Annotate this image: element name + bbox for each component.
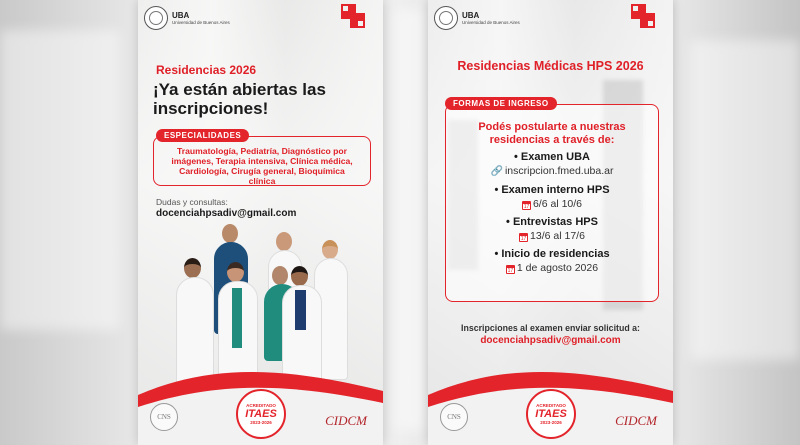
cidcm-logo: CIDCM [615, 413, 657, 428]
headline-line-1: ¡Ya están abiertas las [153, 80, 326, 99]
intro-line: Podés postularte a nuestras [478, 121, 626, 133]
uba-name: UBA [172, 10, 190, 20]
cidcm-logo: CIDCM [325, 413, 367, 428]
badge-itaes-text: ITAES [245, 408, 277, 420]
especialidades-line: Cardiología, Cirugía general, Bioquímica [179, 166, 345, 176]
right-poster [428, 0, 673, 445]
entrevistas-dates: 13/6 al 17/6 [530, 230, 585, 242]
cns-logo: CNS [150, 403, 178, 431]
formas-de-ingreso-box [445, 104, 659, 302]
contact-email[interactable]: docenciahpsadiv@gmail.com [156, 208, 297, 219]
inscripcion-url[interactable]: inscripcion.fmed.uba.ar [504, 165, 614, 177]
especialidades-list [154, 146, 370, 186]
hospital-cross-icon [341, 4, 365, 28]
left-poster [138, 0, 383, 445]
examen-interno-dates: 6/6 al 10/6 [532, 198, 583, 210]
inicio-residencias-date: 1 de agosto 2026 [516, 262, 599, 274]
inscripciones-instruction: Inscripciones al examen enviar solicitud a: [461, 323, 640, 333]
badge-top-text: ACREDITADO [536, 403, 566, 408]
especialidades-label: ESPECIALIDADES [156, 129, 249, 142]
uba-name: UBA [462, 10, 480, 20]
link-icon: 🔗 [490, 166, 503, 177]
item-entrevistas-value [446, 229, 658, 243]
uba-logo [144, 6, 230, 30]
badge-years-text: 2023-2026 [250, 420, 272, 425]
headline-line-2: inscripciones! [153, 99, 269, 118]
formas-content [446, 121, 658, 275]
hospital-cross-icon [631, 4, 655, 28]
residencias-medicas-title: Residencias Médicas HPS 2026 [457, 59, 644, 73]
itaes-accreditation-badge [526, 389, 576, 439]
intro-line: residencias a través de: [489, 134, 615, 146]
calendar-icon: 17 [519, 233, 528, 242]
uba-seal-icon [434, 6, 458, 30]
uba-subtitle: Universidad de Buenos Aires [462, 19, 520, 25]
item-inicio-residencias: • Inicio de residencias [494, 248, 610, 260]
item-examen-uba-value[interactable] [446, 164, 658, 179]
residencias-2026-subtitle: Residencias 2026 [156, 63, 257, 77]
badge-top-text: ACREDITADO [246, 403, 276, 408]
formas-de-ingreso-label: FORMAS DE INGRESO [445, 97, 557, 110]
calendar-icon: 17 [506, 265, 515, 274]
especialidades-line: clínica [248, 176, 276, 186]
uba-logo [434, 6, 520, 30]
contact-label: Dudas y consultas: [156, 197, 228, 207]
inscripciones-email[interactable]: docenciahpsadiv@gmail.com [480, 335, 621, 346]
especialidades-box [153, 136, 371, 186]
cns-logo: CNS [440, 403, 468, 431]
uba-seal-icon [144, 6, 168, 30]
badge-years-text: 2023-2026 [540, 420, 562, 425]
uba-subtitle: Universidad de Buenos Aires [172, 19, 230, 25]
item-examen-interno-value [446, 197, 658, 211]
itaes-accreditation-badge [236, 389, 286, 439]
item-entrevistas: • Entrevistas HPS [506, 216, 598, 228]
calendar-icon: 17 [522, 201, 531, 210]
especialidades-line: imágenes, Terapia intensiva, Clínica médica, [171, 156, 353, 166]
especialidades-line: Traumatología, Pediatría, Diagnóstico por [177, 146, 347, 156]
item-examen-interno: • Examen interno HPS [494, 184, 610, 196]
badge-itaes-text: ITAES [535, 408, 567, 420]
item-inicio-residencias-value [446, 261, 658, 275]
item-examen-uba: • Examen UBA [514, 151, 590, 163]
